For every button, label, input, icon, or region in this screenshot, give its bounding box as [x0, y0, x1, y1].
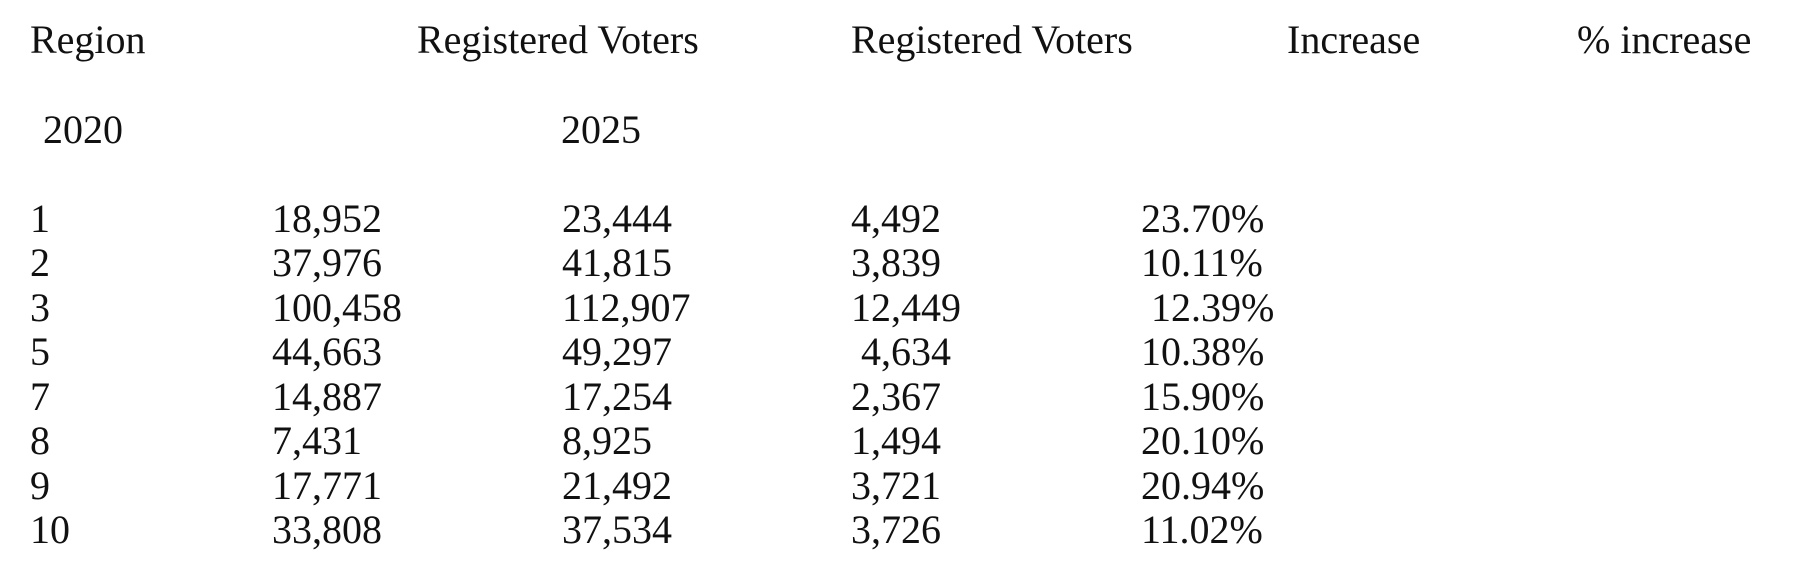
cell-voters-2025: 23,444: [562, 196, 672, 241]
cell-voters-2020: 33,808: [272, 507, 382, 552]
cell-voters-2025: 17,254: [562, 374, 672, 419]
cell-voters-2020: 7,431: [272, 418, 362, 463]
cell-region: 7: [30, 374, 50, 419]
header-percent-increase: % increase: [1577, 17, 1752, 62]
table-row: [0, 285, 1800, 332]
cell-voters-2025: 112,907: [562, 285, 691, 330]
table-row: [0, 374, 1800, 421]
header-registered-voters-2025: Registered Voters: [851, 17, 1133, 62]
cell-region: 3: [30, 285, 50, 330]
cell-increase: 1,494: [851, 418, 941, 463]
cell-region: 5: [30, 329, 50, 374]
cell-region: 10: [30, 507, 70, 552]
header-year-2020: 2020: [43, 107, 123, 152]
cell-increase: 4,634: [861, 329, 951, 374]
cell-percent-increase: 20.10%: [1141, 418, 1265, 463]
header-region: Region: [30, 17, 146, 62]
cell-voters-2025: 37,534: [562, 507, 672, 552]
cell-region: 9: [30, 463, 50, 508]
cell-percent-increase: 12.39%: [1151, 285, 1275, 330]
header-increase: Increase: [1287, 17, 1421, 62]
cell-voters-2020: 100,458: [272, 285, 402, 330]
table-row: [0, 507, 1800, 554]
cell-percent-increase: 10.11%: [1141, 240, 1263, 285]
cell-voters-2020: 37,976: [272, 240, 382, 285]
header-year-2025: 2025: [561, 107, 641, 152]
cell-voters-2020: 17,771: [272, 463, 382, 508]
cell-region: 8: [30, 418, 50, 463]
cell-percent-increase: 10.38%: [1141, 329, 1265, 374]
cell-increase: 3,726: [851, 507, 941, 552]
table-row: [0, 463, 1800, 510]
cell-voters-2020: 44,663: [272, 329, 382, 374]
cell-increase: 12,449: [851, 285, 961, 330]
cell-voters-2025: 8,925: [562, 418, 652, 463]
cell-voters-2020: 18,952: [272, 196, 382, 241]
cell-percent-increase: 23.70%: [1141, 196, 1265, 241]
cell-voters-2025: 49,297: [562, 329, 672, 374]
table-row: [0, 329, 1800, 376]
header-registered-voters-2020: Registered Voters: [417, 17, 699, 62]
table-row: [0, 240, 1800, 287]
cell-increase: 3,839: [851, 240, 941, 285]
cell-increase: 3,721: [851, 463, 941, 508]
table-row: [0, 418, 1800, 465]
cell-region: 2: [30, 240, 50, 285]
table-row: [0, 196, 1800, 243]
cell-region: 1: [30, 196, 50, 241]
cell-increase: 2,367: [851, 374, 941, 419]
cell-voters-2020: 14,887: [272, 374, 382, 419]
cell-increase: 4,492: [851, 196, 941, 241]
cell-percent-increase: 20.94%: [1141, 463, 1265, 508]
cell-percent-increase: 11.02%: [1141, 507, 1263, 552]
cell-voters-2025: 41,815: [562, 240, 672, 285]
cell-percent-increase: 15.90%: [1141, 374, 1265, 419]
cell-voters-2025: 21,492: [562, 463, 672, 508]
